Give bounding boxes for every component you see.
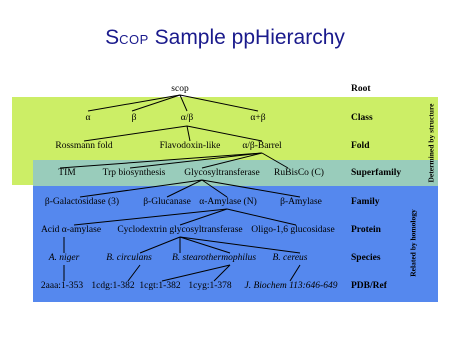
pdb-ref-node: 2aaa:1-353 [40, 281, 84, 291]
fold-node: Rossmann fold [55, 141, 113, 151]
species-node: B. circulans [106, 253, 152, 263]
superfamily-node: TIM [58, 168, 76, 178]
superfamily-node: Glycosyltransferase [184, 168, 260, 178]
species-node: B. stearothermophilus [171, 253, 257, 263]
class-node: α+β [250, 113, 266, 123]
class-node: β [131, 113, 137, 123]
level-label-pdb-ref: PDB/Ref [351, 281, 387, 291]
title-prefix-big: S [105, 26, 120, 49]
level-label-species: Species [351, 253, 381, 263]
determined-by-structure-label: Determined by structure [426, 103, 436, 183]
level-label-superfamily: Superfamily [351, 168, 402, 178]
species-node: A. niger [48, 253, 80, 263]
pdb-ref-node: 1cgt:1-382 [139, 281, 181, 291]
pdb-ref-node: 1cyg:1-378 [188, 281, 232, 291]
family-node: β-Glucanase [143, 197, 191, 207]
fold-node: α/β-Barrel [242, 141, 282, 151]
level-label-family: Family [351, 197, 380, 207]
related-by-homology-label: Related by homology [408, 209, 418, 277]
level-label-root: Root [351, 84, 371, 94]
protein-node: Cyclodextrin glycosyltransferase [117, 225, 243, 235]
level-label-protein: Protein [351, 225, 381, 235]
family-node: β-Galactosidase (3) [44, 197, 120, 207]
root-node: scop [171, 84, 189, 94]
fold-node: Flavodoxin-like [159, 141, 221, 151]
pdb-ref-node: 1cdg:1-382 [91, 281, 135, 291]
superfamily-node: RuBisCo (C) [274, 168, 324, 178]
species-node: B. cereus [272, 253, 308, 263]
protein-node: Acid α-amylase [40, 225, 102, 235]
level-label-class: Class [351, 113, 373, 123]
title-prefix-small: COP [119, 32, 149, 47]
title-rest: Sample ppHierarchy [148, 26, 345, 49]
family-node: β-Amylase [280, 197, 322, 207]
class-node: α/β [180, 113, 194, 123]
pdb-ref-node: J. Biochem 113:646-649 [244, 281, 338, 291]
level-label-fold: Fold [351, 141, 370, 151]
protein-node: Oligo-1,6 glucosidase [251, 225, 335, 235]
class-node: α [85, 113, 91, 123]
superfamily-node: Trp biosynthesis [102, 168, 166, 178]
family-node: α-Amylase (N) [199, 197, 257, 207]
